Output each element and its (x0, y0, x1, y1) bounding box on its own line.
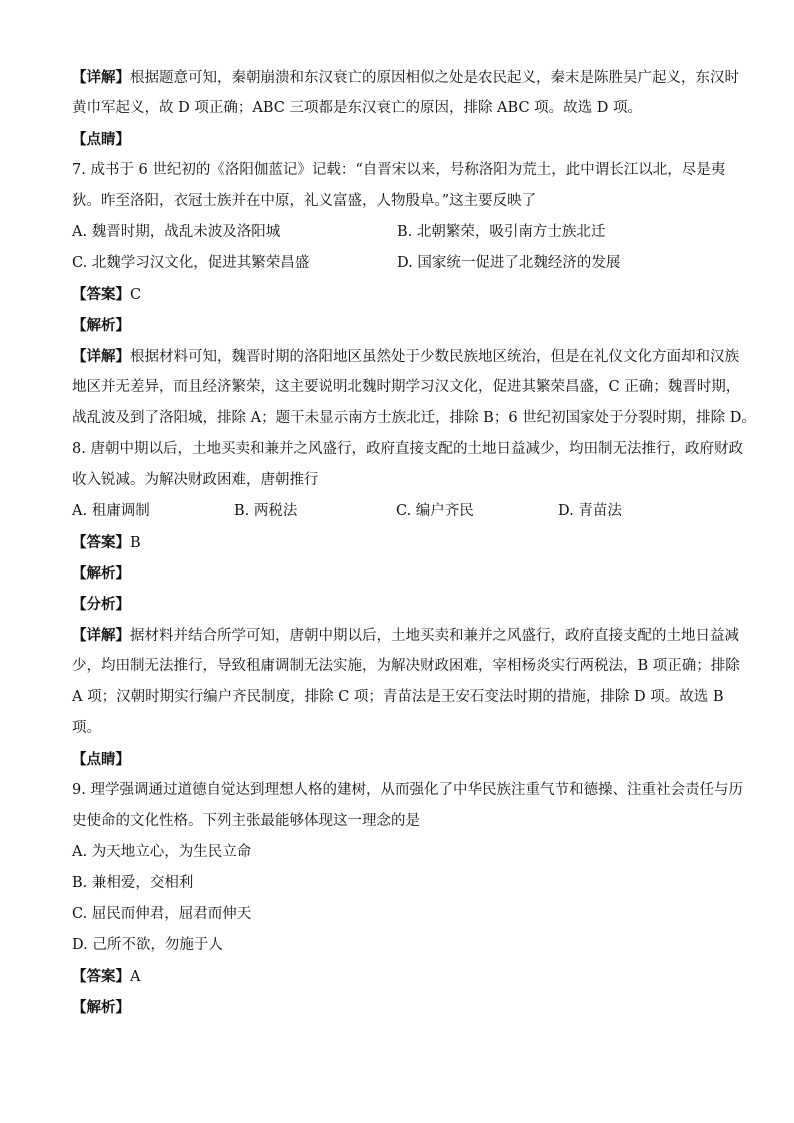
q6-detail-line-2: 黄巾军起义，故 D 项正确；ABC 三项都是东汉衰亡的原因，排除 ABC 项。故选 D 项。 (72, 100, 642, 116)
q9-answer-tag: 【答案】 (72, 968, 130, 985)
q8-stem-line-1: 8. 唐朝中期以后，土地买卖和兼并之风盛行，政府直接支配的土地日益减少，均田制无法推行，政府财政 (72, 441, 743, 457)
q7-detail-tag: 【详解】 (72, 348, 130, 365)
q9-stem-line-2: 史使命的文化性格。下列主张最能够体现这一理念的是 (72, 813, 420, 829)
q8-analysis2-tag: 【分析】 (72, 596, 130, 613)
q9-option-b: B. 兼相爱，交相利 (72, 875, 194, 891)
q7-option-c: C. 北魏学习汉文化，促进其繁荣昌盛 (72, 255, 310, 271)
q7-options-row-1 (72, 217, 722, 248)
q7-stem-line-1: 7. 成书于 6 世纪初的《洛阳伽蓝记》记载：“自晋宋以来，号称洛阳为荒土，此中谓长江以北，尽是夷 (72, 162, 726, 178)
q6-comment-tag: 【点睛】 (72, 131, 130, 148)
q7-answer-value: C (130, 287, 142, 303)
q7-answer (72, 279, 722, 310)
q9-analysis-tag: 【解析】 (72, 999, 130, 1016)
q7-options-row-2 (72, 248, 722, 279)
q8-option-a: A. 租庸调制 (72, 503, 150, 519)
q7-option-d: D. 国家统一促进了北魏经济的发展 (397, 255, 621, 271)
q8-comment-tag: 【点睛】 (72, 751, 130, 768)
q9-option-d: D. 己所不欲，勿施于人 (72, 937, 223, 953)
q7-detail-line-2: 地区并无差异，而且经济繁荣，这主要说明北魏时期学习汉文化，促进其繁荣昌盛，C 正确；魏晋时期， (72, 379, 741, 395)
q8-detail-tag: 【详解】 (72, 627, 130, 644)
q8-stem-line-2: 收入锐减。为解决财政困难，唐朝推行 (72, 472, 319, 488)
q8-detail-line-3: A 项；汉朝时期实行编户齐民制度，排除 C 项；青苗法是王安石变法时期的措施，排除 D 项。故选 B (72, 689, 724, 705)
q8-detail-line-1: 【详解】据材料并结合所学可知，唐朝中期以后，土地买卖和兼并之风盛行，政府直接支配的土地日益减 (72, 627, 739, 644)
q7-option-b: B. 北朝繁荣，吸引南方士族北迁 (397, 224, 606, 240)
q8-detail-line-4: 项。 (72, 720, 101, 736)
q8-detail-line-2: 少，均田制无法推行，导致租庸调制无法实施，为解决财政困难，宰相杨炎实行两税法，B 项正确；排除 (72, 658, 740, 674)
q7-stem-line-2: 狄。昨至洛阳，衣冠士族并在中原，礼义富盛，人物殷阜。”这主要反映了 (72, 193, 537, 209)
q7-detail-line-1: 【详解】根据材料可知，魏晋时期的洛阳地区虽然处于少数民族地区统治，但是在礼仪文化方面却和汉族 (72, 348, 739, 365)
q8-option-d: D. 青苗法 (558, 503, 622, 519)
q8-option-c: C. 编户齐民 (396, 503, 474, 519)
q6-detail-tag: 【详解】 (72, 69, 130, 86)
q8-answer-value: B (130, 535, 141, 551)
q9-answer-value: A (130, 969, 141, 985)
q8-option-b: B. 两税法 (234, 503, 298, 519)
q9-option-c: C. 屈民而伸君，屈君而伸天 (72, 906, 252, 922)
q8-answer-tag: 【答案】 (72, 534, 130, 551)
q7-option-a: A. 魏晋时期，战乱未波及洛阳城 (72, 224, 281, 240)
q7-answer-tag: 【答案】 (72, 286, 130, 303)
document-page (72, 62, 756, 1023)
q8-options-row (72, 496, 722, 527)
q7-analysis-tag: 【解析】 (72, 317, 130, 334)
q7-detail-line-3: 战乱波及到了洛阳城，排除 A；题干未显示南方士族北迁，排除 B；6 世纪初国家处于分裂时期，排除 D。 (72, 410, 756, 426)
q9-stem-line-1: 9. 理学强调通过道德自觉达到理想人格的建树，从而强化了中华民族注重气节和德操、注重社会责任与历 (72, 782, 743, 798)
q9-answer (72, 961, 722, 992)
q9-option-a: A. 为天地立心，为生民立命 (72, 844, 252, 860)
q8-analysis-tag: 【解析】 (72, 565, 130, 582)
q6-detail-line-1: 【详解】根据题意可知，秦朝崩溃和东汉衰亡的原因相似之处是农民起义，秦末是陈胜吴广起义，东汉时 (72, 69, 739, 86)
q8-answer (72, 527, 722, 558)
